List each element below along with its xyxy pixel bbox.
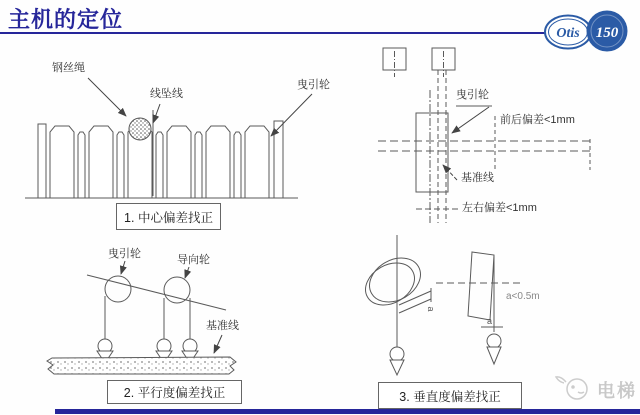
- dim-a-bottom-label: a: [487, 316, 493, 326]
- tilted-sheave-rim-inner: [358, 255, 422, 314]
- watermark-text: 电梯: [597, 381, 637, 401]
- sheave-leader-arrow-d2: [452, 107, 489, 133]
- sheave-groove-profile: [25, 121, 298, 198]
- traction-sheave-label-d3: 曳引轮: [108, 248, 141, 260]
- sheave-leader-arrow-d1: [271, 94, 312, 136]
- page-title: 主机的定位: [8, 7, 124, 32]
- datum-board: [47, 357, 236, 374]
- plumb-bob-left: [390, 347, 404, 375]
- datum-label-d2: 基准线: [461, 172, 494, 184]
- rope-leader-arrow: [88, 78, 126, 116]
- plumb-line-label: 线坠线: [150, 88, 183, 100]
- traction-sheave-front-view: [416, 113, 448, 192]
- badge-150-text: 150: [595, 25, 619, 41]
- footer-bar: [55, 409, 640, 414]
- deflector-sheave-circle: [164, 277, 190, 303]
- sheave-label-d1: 曳引轮: [297, 79, 330, 91]
- verticality-tolerance-label: a<0.5m: [506, 291, 540, 302]
- datum-leader-arrow-d2: [443, 165, 457, 180]
- caption-center-deviation: 1. 中心偏差找正: [116, 203, 221, 230]
- caption-verticality-deviation: 3. 垂直度偏差找正: [378, 382, 522, 409]
- caption-parallelism-deviation: 2. 平行度偏差找正: [107, 380, 242, 404]
- plumb-bob-right: [487, 334, 501, 364]
- deflector-sheave-label-d3: 导向轮: [177, 254, 210, 266]
- front-back-tolerance-label: 前后偏差<1mm: [500, 114, 575, 126]
- verticality-diagram: [358, 235, 524, 375]
- alignment-string-line: [87, 275, 226, 310]
- plumb-leader-arrow: [153, 104, 160, 123]
- deflector-leader-arrow-d3: [185, 267, 189, 278]
- datum-label-d3: 基准线: [206, 320, 239, 332]
- traction-leader-arrow-d3: [121, 261, 125, 274]
- tilted-sheave-side-view: [468, 252, 494, 320]
- wire-rope-cross-section: [129, 118, 151, 140]
- sheave-label-d2: 曳引轮: [456, 89, 489, 101]
- front-back-deviation-diagram: [378, 48, 592, 223]
- left-right-tolerance-label: 左右偏差<1mm: [462, 202, 537, 214]
- dim-a-side-label: a: [426, 306, 436, 312]
- traction-sheave-circle: [105, 276, 131, 302]
- otis-brand-text: Otis: [556, 26, 580, 41]
- watermark-mascot-icon: [556, 377, 587, 399]
- rope-label: 钢丝绳: [52, 62, 85, 74]
- datum-leader-arrow-d3: [214, 335, 222, 353]
